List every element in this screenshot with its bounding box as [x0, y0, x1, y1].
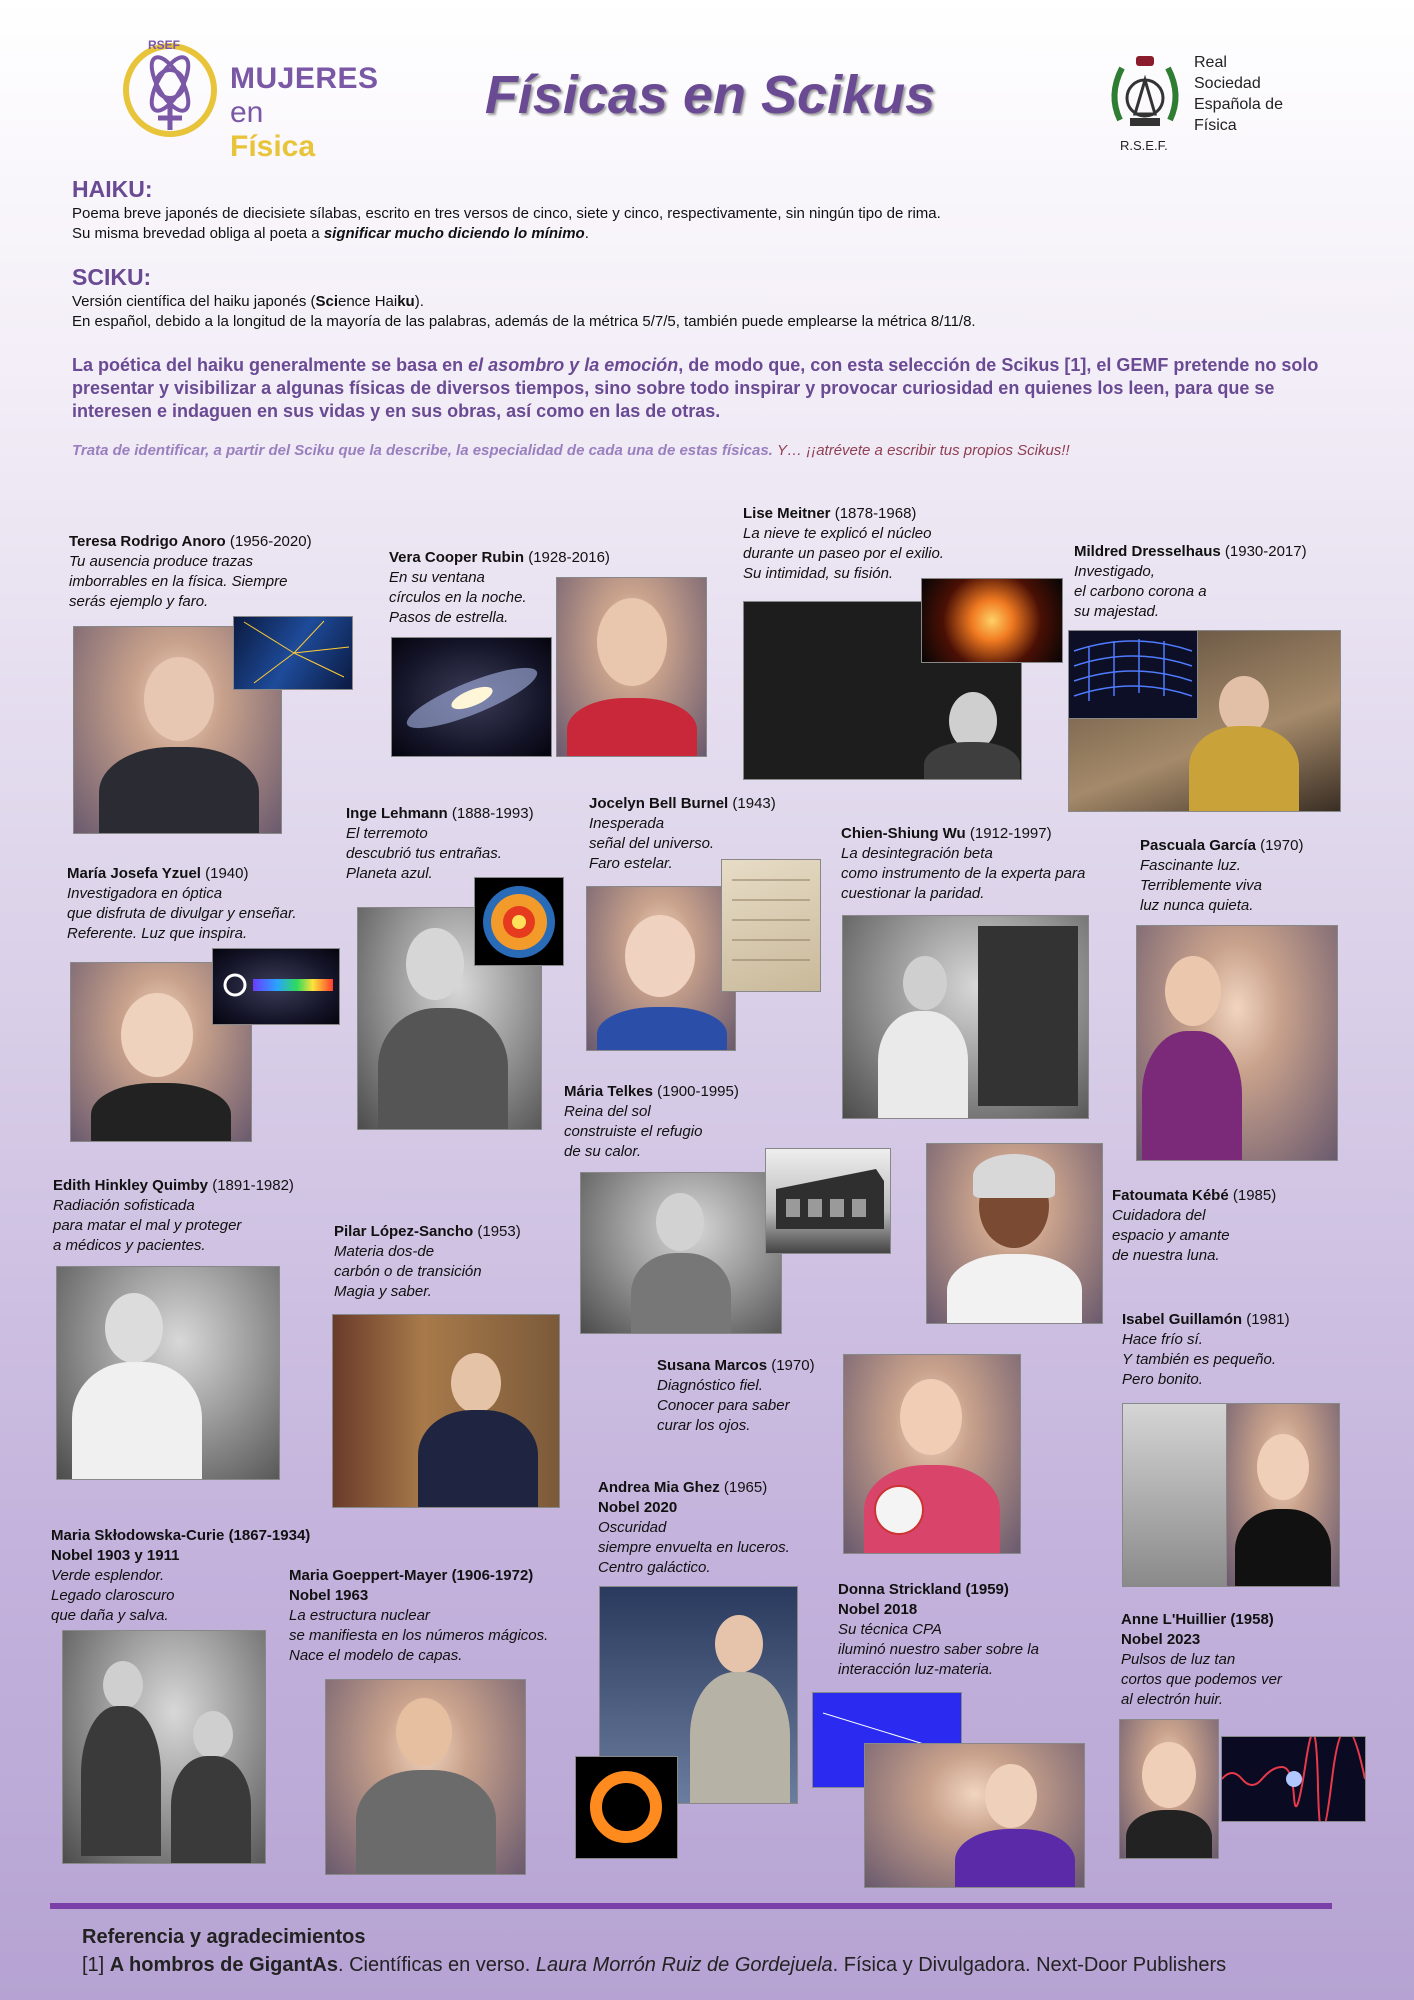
- sciku-definition: Versión científica del haiku japonés (Science Haiku). En español, debido a la longitud de la mayoría de las palabras, además de la métrica 5/7/5, también puede emplearse la métrica 8/11/8.: [72, 293, 976, 330]
- caption-isabel-guillamon: Isabel Guillamón (1981) Hace frío sí. Y también es pequeño. Pero bonito.: [1122, 1311, 1290, 1388]
- pulsar-chart-icon: [722, 860, 820, 991]
- photo-isabel-guillamon: [1226, 1403, 1340, 1587]
- logo-en-fisica-text: en Física: [230, 96, 316, 163]
- photo-donna-strickland: [864, 1743, 1085, 1888]
- photo-chien-shiung-wu: [842, 915, 1089, 1119]
- caption-anne-lhuillier: Anne L'Huillier (1958) Nobel 2023 Pulsos de luz tan cortos que podemos ver al electrón huir.: [1121, 1611, 1282, 1708]
- eye-model-icon: [874, 1485, 924, 1535]
- caption-maria-telkes: Mária Telkes (1900-1995) Reina del sol construiste el refugio de su calor.: [564, 1083, 739, 1160]
- photo-maria-telkes: [580, 1172, 782, 1334]
- image-pulsar-chart: [721, 859, 821, 992]
- photo-fatoumata-kebe: [926, 1143, 1103, 1324]
- galaxy-icon: [392, 638, 551, 756]
- image-eclipse-spectrum: [212, 948, 340, 1025]
- caption-donna-strickland: Donna Strickland (1959) Nobel 2018 Su técnica CPA iluminó nuestro saber sobre la interacción luz-materia.: [838, 1581, 1039, 1678]
- caption-inge-lehmann: Inge Lehmann (1888-1993) El terremoto descubrió tus entrañas. Planeta azul.: [346, 805, 534, 882]
- image-solar-house: [765, 1148, 891, 1254]
- poetica-paragraph: La poética del haiku generalmente se basa en el asombro y la emoción, de modo que, con esta selección de Scikus [1], el GEMF pretende no solo presentar y visibilizar a algunas físicas de diversos tiempos, sino sobre todo inspirar y provocar curiosidad en quienes los leen, para que se interesen e indaguen en sus vidas y en sus obras, así como en las de otras.: [72, 355, 1319, 421]
- sciku-heading: SCIKU:: [72, 264, 152, 290]
- caption-pascuala-garcia: Pascuala García (1970) Fascinante luz. Terriblemente viva luz nunca quieta.: [1140, 837, 1304, 914]
- caption-lise-meitner: Lise Meitner (1878-1968) La nieve te explicó el núcleo durante un paseo por el exilio. Su intimidad, su fisión.: [743, 505, 944, 582]
- atom-venus-icon: [118, 38, 228, 146]
- photo-jocelyn-bell: [586, 886, 736, 1051]
- photo-pilar-lopez-sancho: [332, 1314, 560, 1508]
- laurel-seal-icon: [1100, 50, 1190, 140]
- photo-pascuala-garcia: [1136, 925, 1338, 1161]
- logo-rsef-text: RSEF: [148, 38, 181, 52]
- caption-vera-rubin: Vera Cooper Rubin (1928-2016) En su ventana círculos en la noche. Pasos de estrella.: [389, 549, 610, 626]
- page-title: Físicas en Scikus: [484, 65, 936, 125]
- caption-marie-curie: Maria Skłodowska-Curie (1867-1934) Nobel 1903 y 1911 Verde esplendor. Legado claroscuro que daña y salva.: [51, 1527, 311, 1624]
- light-pulse-icon: [1222, 1737, 1365, 1821]
- caption-chien-shiung-wu: Chien-Shiung Wu (1912-1997) La desintegración beta como instrumento de la experta para cuestionar la paridad.: [841, 825, 1086, 902]
- image-earth-layers: [474, 877, 564, 966]
- spectrum-icon: [213, 949, 339, 1024]
- logo-mujeres-text: MUJERES: [230, 62, 379, 95]
- image-nuclear-fission: [921, 578, 1063, 663]
- house-icon: [766, 1149, 890, 1253]
- photo-vera-rubin: [556, 577, 707, 757]
- caption-maria-goeppert-mayer: Maria Goeppert-Mayer (1906-1972) Nobel 1963 La estructura nuclear se manifiesta en los números mágicos. Nace el modelo de capas.: [289, 1567, 549, 1664]
- rsef-abbr: R.S.E.F.: [1120, 138, 1168, 153]
- particle-tracks-icon: [234, 617, 352, 689]
- rsef-logo: [1100, 50, 1300, 160]
- rsef-name: Real Sociedad Española de Física: [1194, 54, 1283, 134]
- image-galaxy: [391, 637, 552, 757]
- image-particle-detector: [233, 616, 353, 690]
- photo-susana-marcos: [843, 1354, 1021, 1554]
- black-hole-icon: [576, 1757, 677, 1858]
- image-black-hole: [575, 1756, 678, 1859]
- caption-mildred-dresselhaus: Mildred Dresselhaus (1930-2017) Investigado, el carbono corona a su majestad.: [1074, 543, 1307, 620]
- earth-core-icon: [475, 878, 563, 965]
- photo-anne-lhuillier: [1119, 1719, 1219, 1859]
- haiku-heading: HAIKU:: [72, 176, 153, 202]
- challenge-text: Trata de identificar, a partir del Sciku que la describe, la especialidad de cada una de estas físicas. Y… ¡¡atrévete a escribir tus propios Scikus!!: [72, 442, 1070, 459]
- haiku-definition: Poema breve japonés de diecisiete sílabas, escrito en tres versos de cinco, siete y cinco, respectivamente, sin ningún tipo de rima. Su misma brevedad obliga al poeta a significar mucho diciendo lo mínimo.: [72, 205, 941, 242]
- nanotube-icon: [1069, 631, 1197, 718]
- photo-maria-goeppert-mayer: [325, 1679, 526, 1875]
- caption-maria-josefa-yzuel: María Josefa Yzuel (1940) Investigadora en óptica que disfruta de divulgar y enseñar. Referente. Luz que inspira.: [67, 865, 297, 942]
- reference-text: [1] A hombros de GigantAs. Científicas en verso. Laura Morrón Ruiz de Gordejuela. Física y Divulgadora. Next-Door Publishers: [82, 1954, 1227, 1976]
- caption-jocelyn-bell: Jocelyn Bell Burnel (1943) Inesperada señal del universo. Faro estelar.: [589, 795, 776, 872]
- image-carbon-nanotube: [1068, 630, 1198, 719]
- image-lab-equipment: [1122, 1403, 1231, 1587]
- mujeres-en-fisica-logo: [118, 38, 379, 163]
- caption-edith-quimby: Edith Hinkley Quimby (1891-1982) Radiación sofisticada para matar el mal y proteger a médicos y pacientes.: [53, 1177, 294, 1254]
- caption-susana-marcos: Susana Marcos (1970) Diagnóstico fiel. Conocer para saber curar los ojos.: [657, 1357, 815, 1434]
- footer-divider: [50, 1903, 1332, 1909]
- caption-teresa-rodrigo: Teresa Rodrigo Anoro (1956-2020) Tu ausencia produce trazas imborrables en la física. Siempre serás ejemplo y faro.: [69, 533, 312, 610]
- photo-marie-curie: [62, 1630, 266, 1864]
- caption-pilar-lopez-sancho: Pilar López-Sancho (1953) Materia dos-de carbón o de transición Magia y saber.: [334, 1223, 521, 1300]
- caption-andrea-ghez: Andrea Mia Ghez (1965) Nobel 2020 Oscuridad siempre envuelta en luceros. Centro galáctico.: [598, 1479, 790, 1576]
- photo-edith-quimby: [56, 1266, 280, 1480]
- references-heading: Referencia y agradecimientos: [82, 1926, 366, 1948]
- image-attosecond-pulse: [1221, 1736, 1366, 1822]
- caption-fatoumata-kebe: Fatoumata Kébé (1985) Cuidadora del espacio y amante de nuestra luna.: [1112, 1187, 1277, 1264]
